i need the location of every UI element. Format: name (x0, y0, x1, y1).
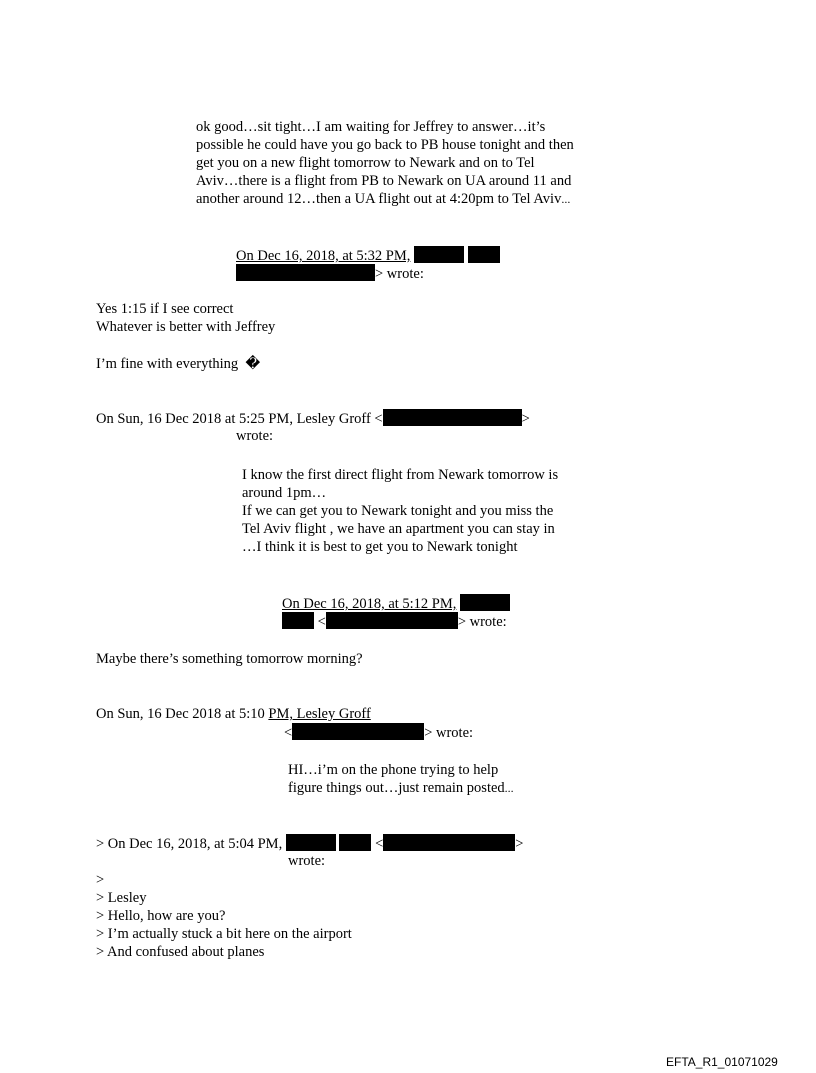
document-id: EFTA_R1_01071029 (666, 1055, 778, 1069)
quote-header-4 (96, 705, 371, 723)
quote-header-2-wrote (236, 427, 273, 445)
unknown-glyph-icon: � (245, 356, 261, 372)
message-body-5 (288, 761, 514, 797)
message-body-1 (196, 118, 574, 208)
text-line: I’m fine with everything � (96, 356, 261, 372)
header-line: < > wrote: (282, 612, 510, 630)
text-line: …I think it is best to get you to Newark tonight (242, 539, 518, 555)
message-body-2 (96, 300, 275, 336)
redaction-box (282, 612, 314, 629)
text-line: around 1pm… (242, 485, 327, 501)
quote-header-3 (282, 594, 510, 630)
text-line: > I’m actually stuck a bit here on the airport (96, 926, 352, 942)
header-line: wrote: (236, 428, 274, 444)
header-line: On Sun, 16 Dec 2018 at 5:25 PM, Lesley Groff < > (96, 411, 530, 427)
text-line: another around 12…then a UA flight out at 4:20pm to Tel Aviv... (196, 191, 571, 207)
text-line: > And confused about planes (96, 944, 265, 960)
quote-header-2 (96, 409, 530, 427)
redaction-box (414, 246, 464, 263)
text-line: Whatever is better with Jeffrey (96, 319, 276, 335)
message-body-6 (96, 871, 352, 961)
redaction-box (460, 594, 510, 611)
redaction-box (286, 834, 336, 851)
quote-header-5-wrote (288, 852, 325, 870)
header-line: On Dec 16, 2018, at 5:12 PM, (282, 594, 510, 612)
text-line: Yes 1:15 if I see correct (96, 301, 234, 317)
header-line: < > wrote: (284, 725, 474, 741)
text-line: Tel Aviv flight , we have an apartment you can stay in (242, 521, 555, 537)
text-line: Aviv…there is a flight from PB to Newark on UA around 11 and (196, 173, 572, 189)
message-body-2-fine (96, 355, 260, 373)
redaction-box (383, 834, 515, 851)
header-line: > On Dec 16, 2018, at 5:04 PM, < > (96, 836, 524, 852)
text-line: figure things out…just remain posted... (288, 780, 514, 796)
quote-header-4-wrote (284, 723, 473, 741)
text-line: ok good…sit tight…I am waiting for Jeffrey to answer…it’s (196, 119, 546, 135)
text-line: possible he could have you go back to PB house tonight and then (196, 137, 574, 153)
message-body-3 (242, 466, 558, 556)
header-line: On Sun, 16 Dec 2018 at 5:10 PM, Lesley Groff (96, 706, 371, 722)
redaction-box (236, 264, 375, 281)
text-line: > (96, 872, 105, 888)
redaction-box (339, 834, 371, 851)
header-line: On Dec 16, 2018, at 5:32 PM, (236, 246, 500, 264)
redaction-box (326, 612, 458, 629)
text-line: get you on a new flight tomorrow to Newark and on to Tel (196, 155, 535, 171)
redaction-box (383, 409, 522, 426)
text-line: > Hello, how are you? (96, 908, 226, 924)
text-line: Maybe there’s something tomorrow morning? (96, 651, 363, 667)
text-line: > Lesley (96, 890, 147, 906)
text-line: I know the first direct flight from Newark tomorrow is (242, 467, 559, 483)
quote-header-5 (96, 834, 523, 852)
text-line: If we can get you to Newark tonight and you miss the (242, 503, 554, 519)
header-line: wrote: (288, 853, 326, 869)
quote-header-1 (236, 246, 500, 282)
header-line: > wrote: (236, 264, 500, 282)
text-line: HI…i’m on the phone trying to help (288, 762, 499, 778)
redaction-box (292, 723, 424, 740)
redaction-box (468, 246, 500, 263)
message-body-4 (96, 650, 363, 668)
